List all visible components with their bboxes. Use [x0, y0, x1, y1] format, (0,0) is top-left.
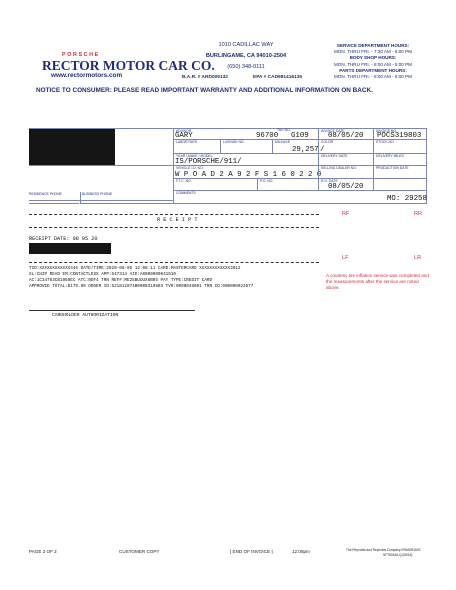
parts-hours-title: PARTS DEPARTMENT HOURS: [339, 67, 407, 73]
tire-rf-label: RF [342, 211, 350, 217]
dealer-city: BURLINGAME, CA 94010-2504 [205, 53, 287, 59]
tire-inflation-note: A courtesy tire inflation service was completed and the measurements after the service are noted above. [326, 273, 429, 291]
delivery-date-field [318, 154, 373, 166]
business-phone-field [80, 192, 173, 204]
service-hours: MON. THRU FRI. - 7:30 AM - 6:00 PM [333, 49, 413, 55]
receipt-divider-mid [29, 227, 319, 228]
receipt-divider-lower [29, 262, 319, 263]
receipt-line-2: SL:CHIP READ EM:CONTACTLESS APP:547314 AID:A0000000041010 [29, 272, 176, 277]
print-time: 12:08pm [292, 549, 310, 554]
invoice-date: 08/05/20 [328, 132, 364, 140]
stock-no-label: STOCK NO. [376, 140, 395, 144]
page-number: PAGE 2 OF 2 [29, 549, 57, 554]
service-hours-title: SERVICE DEPARTMENT HOURS: [336, 43, 410, 48]
po-no-field [257, 179, 318, 191]
production-date-label: PRODUCTION DATE [376, 166, 409, 170]
redacted-customer-info [29, 128, 115, 165]
dealer-street: 1010 CADILLAC WAY [218, 42, 274, 48]
vin-value: W P O A D 2 A 9 2 F S 1 6 0 2 2 0 [175, 171, 322, 179]
labor-rate-field [173, 140, 220, 154]
rc-date-label: R.O. DATE [321, 179, 338, 183]
labor-rate-label: LABOR RATE [176, 140, 198, 144]
mileage-label: MILEAGE [275, 140, 291, 144]
invoice-date-label: INVOICE DATE [321, 129, 345, 133]
advisor-name: GARY [175, 132, 193, 140]
ftc-no-label: F.T.C. NO. [176, 179, 192, 183]
tag-number: G109 [291, 132, 309, 140]
invoice-no-label: INVOICE NO. [376, 129, 397, 133]
customer-box-line [29, 128, 173, 129]
advisor-number: 96700 [256, 132, 279, 140]
residence-phone-field [29, 192, 79, 204]
signature-line[interactable] [29, 310, 195, 311]
residence-phone-label: RESIDENCE PHONE [29, 192, 62, 196]
license-no-field [220, 140, 272, 154]
consumer-notice: NOTICE TO CONSUMER: PLEASE READ IMPORTANT WARRANTY AND ADDITIONAL INFORMATION ON BACK. [36, 87, 373, 94]
cardholder-authorization-label: CARDHOLDER AUTHORIZATION [52, 313, 119, 318]
printer-name: The Reynolds and Reynolds Company ERA6091603 [346, 548, 421, 552]
form-number: SFT50448-Q (08/16) [383, 553, 413, 557]
dealer-name: RECTOR MOTOR CAR CO. [42, 58, 215, 73]
body-shop-hours: MON. THRU FRI. - 8:00 AM - 5:00 PM [333, 61, 413, 67]
production-date-field [373, 166, 427, 179]
year-make-model-label: YEAR / MAKE / MODEL [176, 154, 213, 158]
receipt-title: R E C E I P T [157, 217, 198, 223]
receipt-line-4: APPROVED TOTAL:$179.00 ORDER ID:521812074B0000319803 TVR:0000048001 TRN ID:000000023577 [29, 284, 254, 289]
receipt-line-1: TID:XXXXXXXXXXXX446 DATE/TIME:2020-08-05 12:08:11 CARD:MASTERCARD XXXXXXXXXXXX3012 [29, 266, 241, 271]
hours-block [318, 43, 428, 80]
porsche-wordmark: PORSCHE [62, 52, 100, 58]
body-shop-hours-title: BODY SHOP HOURS: [349, 55, 397, 61]
invoice-number: POCS319803 [377, 132, 422, 140]
delivery-miles-field [373, 154, 427, 166]
tire-lf-label: LF [342, 255, 349, 261]
receipt-divider-top [29, 214, 319, 215]
business-phone-label: BUSINESS PHONE [82, 192, 113, 196]
parts-hours: MON. THRU FRI. - 8:00 AM - 5:00 PM [333, 74, 413, 80]
dealer-address-block [182, 42, 310, 75]
redacted-receipt-info [29, 243, 111, 254]
bar-number: B.A.R. # ARD009132 [182, 75, 228, 80]
color-field [318, 140, 373, 154]
tire-lr-label: LR [414, 255, 422, 261]
mo-number: MO: 29258 [387, 195, 427, 203]
copy-type: CUSTOMER COPY [119, 549, 160, 554]
color-label: COLOR [321, 140, 334, 144]
receipt-date: RECEIPT DATE: 08 05 20 [29, 236, 98, 242]
rc-date: 08/05/20 [328, 183, 364, 191]
color-value: / [320, 146, 325, 154]
selling-dealer-label: SELLING DEALER NO. [321, 166, 357, 170]
year-make-model: IS/PORSCHE/911/ [175, 158, 242, 166]
end-of-invoice: [ END OF INVOICE ] [230, 549, 273, 554]
blank-field [373, 179, 427, 191]
receipt-line-3: AC:1C34763CB19E0EC ATC:0DF4 TRN REF#:ME25BUUUX8B0S PAY TYPE:CREDIT CARD [29, 278, 213, 283]
selling-dealer-field [318, 166, 373, 179]
license-no-label: LICENSE NO. [223, 140, 245, 144]
tag-no-label: TAG NO. [277, 128, 291, 132]
dealer-website[interactable]: www.rectormotors.com [51, 72, 123, 79]
epa-number: EPA # CAD981416135 [253, 75, 303, 80]
comments-label: COMMENTS [176, 191, 196, 195]
vehicle-id-label: VEHICLE I.D. NO. [176, 166, 204, 170]
delivery-date-label: DELIVERY DATE [321, 154, 348, 158]
customer-box-line [29, 165, 173, 166]
dealer-phone: (650) 348-0111 [227, 64, 265, 70]
tire-rr-label: RR [414, 211, 423, 217]
delivery-miles-label: DELIVERY MILES [376, 154, 404, 158]
advisor-label: ADVISOR [176, 129, 192, 133]
po-no-label: P.O. NO. [260, 179, 274, 183]
mileage-value: 29,257 [292, 146, 319, 154]
ftc-no-field [173, 179, 257, 191]
stock-no-field [373, 140, 427, 154]
